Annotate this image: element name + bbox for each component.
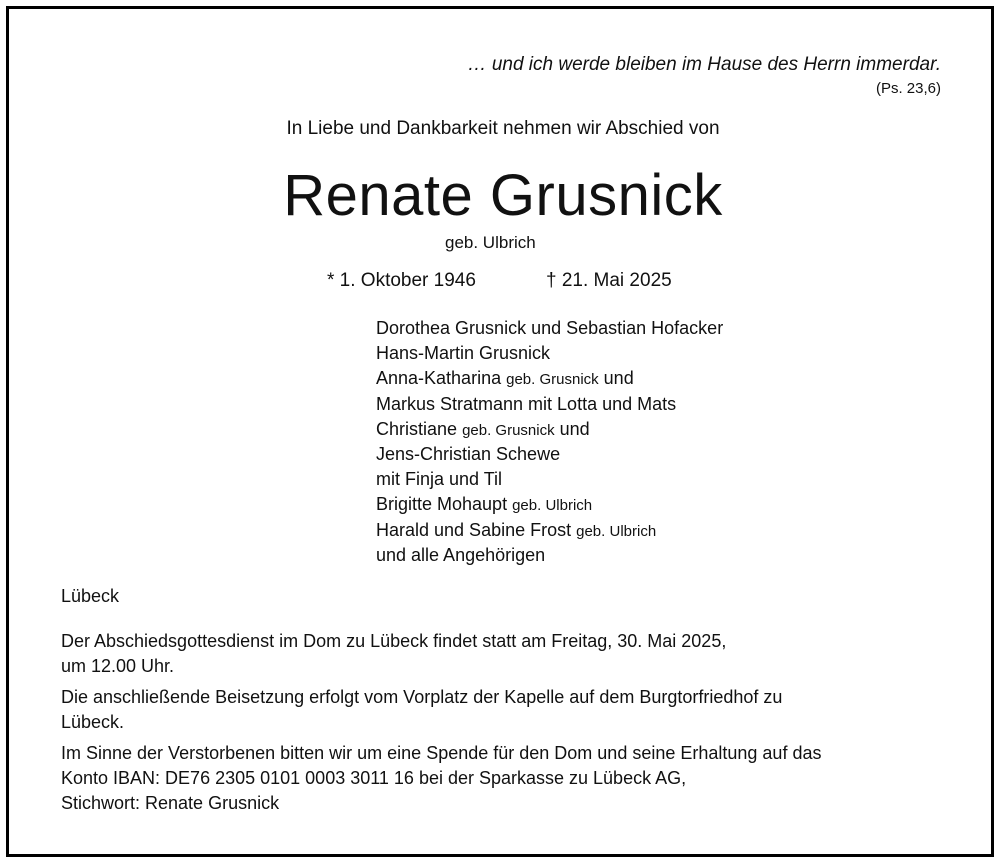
deceased-name: Renate Grusnick [283, 163, 723, 228]
mourner-line [376, 392, 723, 417]
donation-line: Stichwort: Renate Grusnick [61, 793, 280, 813]
bible-quote: … und ich werde bleiben im Hause des Herrn immerdar. [467, 54, 941, 75]
mourner-name: Jens-Christian Schewe [376, 443, 561, 464]
birth-name: geb. Ulbrich [445, 233, 536, 252]
place: Lübeck [61, 586, 120, 606]
mourner-line [376, 417, 723, 442]
service-line: Der Abschiedsgottesdienst im Dom zu Lübeck findet statt am Freitag, 30. Mai 2025, [61, 631, 727, 651]
mourner-line [376, 442, 723, 467]
mourner-birth-name: geb. Grusnick [462, 421, 555, 439]
mourner-name: Brigitte Mohaupt [376, 494, 508, 515]
mourner-line [376, 341, 723, 366]
bible-quote-reference: (Ps. 23,6) [875, 80, 941, 97]
mourner-birth-name: geb. Ulbrich [512, 497, 593, 515]
mourner-name: Markus Stratmann mit Lotta und Mats [376, 393, 677, 414]
mourner-line [376, 518, 723, 543]
mourner-birth-name: geb. Ulbrich [576, 522, 657, 540]
donation-line: Im Sinne der Verstorbenen bitten wir um eine Spende für den Dom und seine Erhaltung auf das [61, 743, 822, 763]
donation-line: Konto IBAN: DE76 2305 0101 0003 3011 16 bei der Sparkasse zu Lübeck AG, [61, 768, 687, 788]
mourner-line [376, 366, 723, 391]
burial-line: Die anschließende Beisetzung erfolgt vom Vorplatz der Kapelle auf dem Burgtorfriedhof zu [61, 687, 783, 707]
birth-date: * 1. Oktober 1946 [327, 270, 476, 291]
mourner-name: Dorothea Grusnick und Sebastian Hofacker [376, 318, 724, 338]
donation-paragraph [61, 741, 961, 816]
mourner-line [376, 492, 723, 517]
mourner-line [376, 543, 723, 568]
mourner-name: und alle Angehörigen [376, 544, 546, 565]
mourner-suffix: und [603, 368, 634, 389]
service-paragraph [61, 629, 961, 679]
mourners-list [376, 316, 723, 568]
mourner-name: Harald und Sabine Frost [376, 519, 572, 540]
mourner-name: Anna-Katharina [376, 368, 502, 389]
mourner-name: mit Finja und Til [376, 469, 503, 490]
intro-line: In Liebe und Dankbarkeit nehmen wir Abschied von [286, 118, 720, 139]
mourner-line [376, 467, 723, 492]
mourner-suffix: und [559, 418, 590, 439]
service-info [61, 629, 961, 822]
mourner-birth-name: geb. Grusnick [506, 371, 599, 389]
mourner-line [376, 316, 723, 341]
burial-line: Lübeck. [61, 712, 125, 732]
service-line: um 12.00 Uhr. [61, 656, 175, 676]
mourner-name: Christiane [376, 418, 458, 439]
death-date: † 21. Mai 2025 [546, 270, 672, 291]
burial-paragraph [61, 685, 961, 735]
mourner-name: Hans-Martin Grusnick [376, 343, 551, 364]
obituary-notice [6, 6, 994, 857]
